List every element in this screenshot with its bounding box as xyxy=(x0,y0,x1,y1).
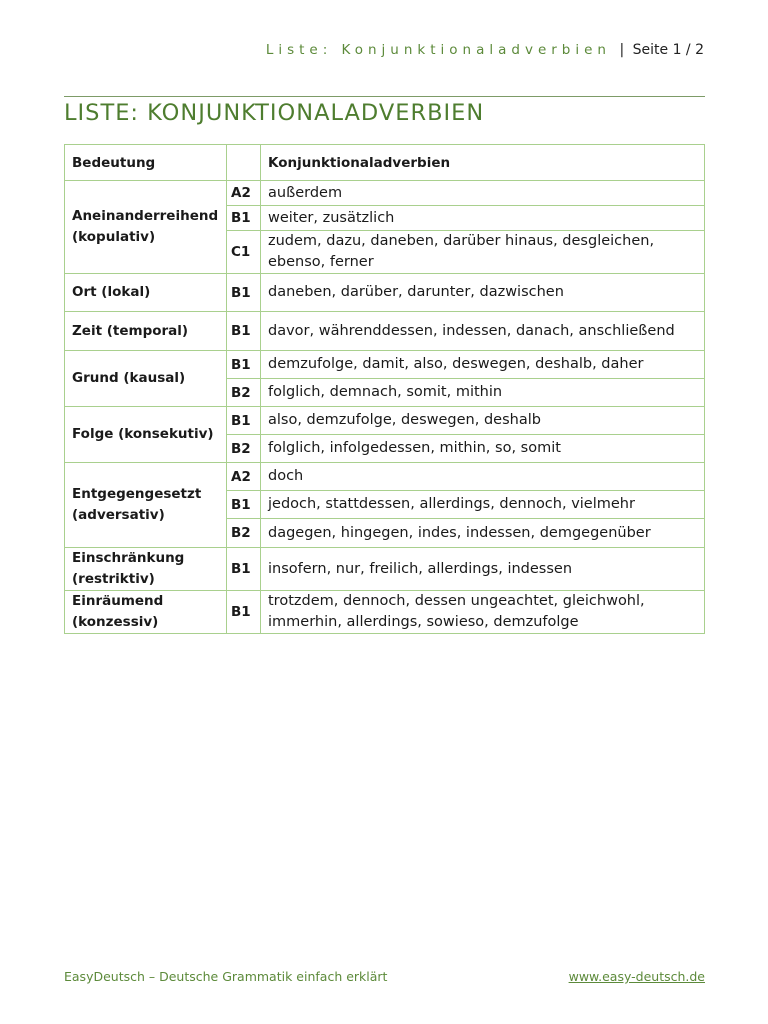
adverbs-cell: jedoch, stattdessen, allerdings, dennoch, vielmehr xyxy=(261,491,705,519)
adverbs-cell: folglich, demnach, somit, mithin xyxy=(261,379,705,407)
table-row xyxy=(65,351,705,379)
header-doc-name: Liste: Konjunktionaladverbien xyxy=(265,42,611,58)
meaning-cell: Grund (kausal) xyxy=(65,351,227,407)
level-cell: B1 xyxy=(227,491,261,519)
adverbs-cell: demzufolge, damit, also, deswegen, deshalb, daher xyxy=(261,351,705,379)
footer-website-link[interactable]: www.easy-deutsch.de xyxy=(568,969,705,984)
meaning-cell: Ort (lokal) xyxy=(65,274,227,312)
adverbs-cell: also, demzufolge, deswegen, deshalb xyxy=(261,407,705,435)
table-header-row xyxy=(65,145,705,181)
adverbs-cell: doch xyxy=(261,463,705,491)
meaning-cell: Zeit (temporal) xyxy=(65,312,227,351)
level-cell: B1 xyxy=(227,351,261,379)
adverbs-cell: trotzdem, dennoch, dessen ungeachtet, gleichwohl, immerhin, allerdings, sowieso, demzufolge xyxy=(261,591,705,634)
level-cell: B1 xyxy=(227,591,261,634)
level-cell: C1 xyxy=(227,231,261,274)
header-meaning: Bedeutung xyxy=(65,145,227,181)
level-cell: B2 xyxy=(227,435,261,463)
meaning-label: Einräumend xyxy=(72,593,164,609)
adverbs-table xyxy=(64,144,705,634)
meaning-sublabel: (konzessiv) xyxy=(72,614,159,630)
level-cell: B1 xyxy=(227,312,261,351)
meaning-cell xyxy=(65,548,227,591)
adverbs-cell: daneben, darüber, darunter, dazwischen xyxy=(261,274,705,312)
header-page-number: Seite 1 / 2 xyxy=(632,42,704,58)
adverbs-cell: zudem, dazu, daneben, darüber hinaus, desgleichen, ebenso, ferner xyxy=(261,231,705,274)
table-row xyxy=(65,548,705,591)
level-cell: B2 xyxy=(227,519,261,548)
meaning-sublabel: (restriktiv) xyxy=(72,571,155,587)
meaning-label: Entgegengesetzt xyxy=(72,486,202,502)
adverbs-cell: insofern, nur, freilich, allerdings, indessen xyxy=(261,548,705,591)
level-cell: B1 xyxy=(227,407,261,435)
header-separator: | xyxy=(619,42,625,58)
table-row xyxy=(65,463,705,491)
adverbs-cell: davor, währenddessen, indessen, danach, anschließend xyxy=(261,312,705,351)
level-cell: B1 xyxy=(227,206,261,231)
footer-site-tagline: EasyDeutsch – Deutsche Grammatik einfach erklärt xyxy=(64,969,388,984)
adverbs-cell: dagegen, hingegen, indes, indessen, demgegenüber xyxy=(261,519,705,548)
adverbs-cell: weiter, zusätzlich xyxy=(261,206,705,231)
meaning-cell xyxy=(65,591,227,634)
table-row xyxy=(65,312,705,351)
level-cell: B1 xyxy=(227,548,261,591)
meaning-sublabel: (adversativ) xyxy=(72,507,165,523)
header-divider xyxy=(64,96,705,97)
table-row xyxy=(65,274,705,312)
level-cell: A2 xyxy=(227,463,261,491)
meaning-cell xyxy=(65,463,227,548)
header-level xyxy=(227,145,261,181)
meaning-sublabel: (kopulativ) xyxy=(72,229,156,245)
table-row xyxy=(65,591,705,634)
meaning-cell: Folge (konsekutiv) xyxy=(65,407,227,463)
meaning-cell xyxy=(65,181,227,274)
table-row xyxy=(65,181,705,206)
adverbs-cell: folglich, infolgedessen, mithin, so, somit xyxy=(261,435,705,463)
adverbs-cell: außerdem xyxy=(261,181,705,206)
level-cell: B2 xyxy=(227,379,261,407)
level-cell: B1 xyxy=(227,274,261,312)
meaning-label: Aneinanderreihend xyxy=(72,208,219,224)
page-title: LISTE: KONJUNKTIONALADVERBIEN xyxy=(64,100,485,126)
page-header xyxy=(266,42,704,58)
header-adverbs: Konjunktionaladverbien xyxy=(261,145,705,181)
table-row xyxy=(65,407,705,435)
meaning-label: Einschränkung xyxy=(72,550,185,566)
level-cell: A2 xyxy=(227,181,261,206)
